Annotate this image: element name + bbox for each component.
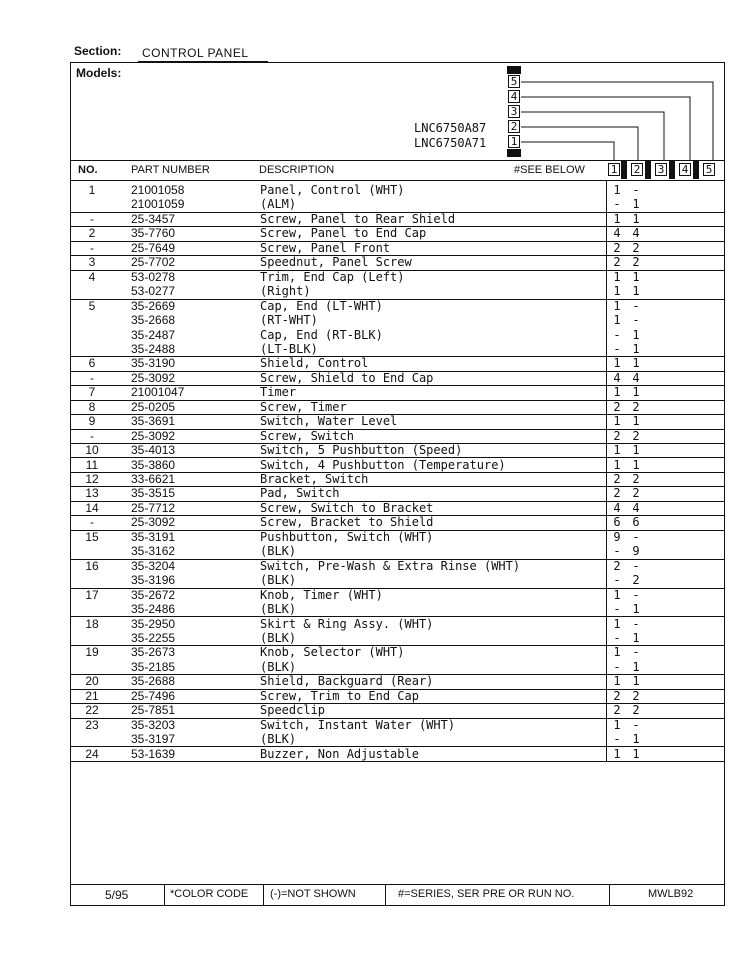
qty-series-2: 4 — [632, 500, 640, 515]
qty-series-1: 2 — [613, 703, 621, 718]
qty-series-1: 1 — [613, 717, 621, 732]
description: Screw, Panel Front — [260, 240, 391, 255]
qty-series-1: 4 — [613, 226, 621, 241]
qty-series-1: 2 — [613, 472, 621, 486]
part-number: 25-7702 — [131, 255, 176, 270]
table-row — [70, 732, 725, 746]
table-row — [70, 241, 725, 255]
description: Skirt & Ring Assy. (WHT) — [260, 616, 434, 631]
qty-series-1: 2 — [613, 428, 621, 443]
part-number: 25-7851 — [131, 703, 176, 718]
section-label: Section: — [74, 44, 122, 58]
description: Shield, Backguard (Rear) — [260, 674, 434, 689]
item-number: 14 — [85, 500, 99, 515]
qty-series-1: 9 — [613, 529, 621, 544]
qty-series-2: 1 — [632, 284, 640, 299]
item-number: 4 — [88, 269, 96, 284]
item-number: 13 — [85, 486, 99, 501]
part-number: 35-2487 — [131, 327, 176, 342]
qty-series-1: 2 — [613, 399, 621, 414]
qty-series-2: 2 — [632, 703, 640, 718]
qty-series-1: 1 — [613, 385, 621, 400]
qty-series-1: 2 — [613, 688, 621, 703]
qty-series-2: 2 — [632, 472, 640, 486]
item-number: 18 — [85, 616, 99, 631]
table-row — [70, 530, 725, 544]
qty-series-2: - — [632, 313, 640, 328]
part-number: 35-3196 — [131, 573, 176, 588]
part-number: 33-6621 — [131, 472, 176, 486]
description: Panel, Control (WHT) — [260, 183, 405, 197]
qty-series-2: 1 — [632, 602, 640, 617]
indicator-box-3: 3 — [508, 105, 520, 118]
part-number: 35-3204 — [131, 558, 176, 573]
series-divider-3 — [669, 161, 675, 179]
part-number: 35-2669 — [131, 298, 176, 313]
part-number: 53-1639 — [131, 746, 176, 761]
table-row — [70, 342, 725, 356]
qty-series-1: 6 — [613, 515, 621, 530]
part-number: 35-3190 — [131, 356, 176, 371]
qty-series-1: 1 — [613, 313, 621, 328]
description: Buzzer, Non Adjustable — [260, 746, 419, 761]
item-number: 3 — [88, 255, 96, 270]
item-number: 17 — [85, 587, 99, 602]
qty-series-2: 2 — [632, 688, 640, 703]
qty-series-1: 1 — [613, 211, 621, 226]
description: Switch, 5 Pushbutton (Speed) — [260, 443, 463, 458]
qty-series-2: - — [632, 298, 640, 313]
part-number: 35-3162 — [131, 544, 176, 559]
part-number: 35-2488 — [131, 341, 176, 356]
qty-series-2: 1 — [632, 630, 640, 645]
section-value: CONTROL PANEL — [142, 46, 249, 60]
qty-series-2: 6 — [632, 515, 640, 530]
part-number: 35-3191 — [131, 529, 176, 544]
table-row — [70, 429, 725, 443]
qty-series-1: 1 — [613, 356, 621, 371]
part-number: 25-3457 — [131, 211, 176, 226]
description: Speedclip — [260, 703, 326, 718]
item-number: 12 — [85, 472, 99, 486]
item-number: 15 — [85, 529, 99, 544]
qty-series-1: 1 — [613, 746, 621, 761]
qty-series-2: 2 — [632, 573, 640, 588]
item-number: 21 — [85, 688, 99, 703]
table-row — [70, 559, 725, 573]
series-header-1: 1 — [608, 163, 620, 176]
part-number: 35-2673 — [131, 645, 176, 660]
qty-series-1: - — [613, 630, 621, 645]
description: (LT-BLK) — [260, 341, 318, 356]
part-number: 35-7760 — [131, 226, 176, 241]
qty-series-2: 2 — [632, 428, 640, 443]
part-number: 25-7649 — [131, 240, 176, 255]
description: Cap, End (LT-WHT) — [260, 298, 383, 313]
item-number: 8 — [88, 399, 96, 414]
table-row — [70, 458, 725, 472]
part-number: 25-3092 — [131, 515, 176, 530]
series-divider-4 — [693, 161, 699, 179]
description: Trim, End Cap (Left) — [260, 269, 405, 284]
table-row — [70, 747, 725, 761]
description: Screw, Bracket to Shield — [260, 515, 434, 530]
qty-series-1: 2 — [613, 255, 621, 270]
item-number: 7 — [88, 385, 96, 400]
description: Screw, Panel to End Cap — [260, 226, 427, 241]
qty-series-2: 2 — [632, 399, 640, 414]
qty-series-2: - — [632, 558, 640, 573]
qty-series-2: 1 — [632, 385, 640, 400]
description: Screw, Panel to Rear Shield — [260, 211, 456, 226]
header-no: NO. — [78, 164, 98, 176]
table-row — [70, 414, 725, 428]
header-part-number: PART NUMBER — [131, 164, 210, 176]
part-number: 35-2688 — [131, 674, 176, 689]
indicator-box-1: 1 — [508, 135, 520, 148]
table-row — [70, 197, 725, 211]
qty-series-2: 2 — [632, 240, 640, 255]
footer-top-rule — [70, 884, 725, 885]
qty-series-2: 1 — [632, 457, 640, 472]
item-number: 16 — [85, 558, 99, 573]
qty-series-1: 1 — [613, 645, 621, 660]
qty-series-1: 1 — [613, 457, 621, 472]
qty-series-1: - — [613, 327, 621, 342]
qty-series-2: - — [632, 616, 640, 631]
series-header-5: 5 — [703, 163, 715, 176]
description: Knob, Selector (WHT) — [260, 645, 405, 660]
footer-div-1 — [164, 884, 165, 906]
description: Screw, Shield to End Cap — [260, 370, 434, 385]
qty-series-2: - — [632, 529, 640, 544]
table-row — [70, 573, 725, 587]
part-number: 25-3092 — [131, 370, 176, 385]
qty-series-2: 1 — [632, 327, 640, 342]
description: Speednut, Panel Screw — [260, 255, 412, 270]
description: (BLK) — [260, 732, 297, 747]
row-rule — [70, 761, 725, 762]
item-number: - — [90, 515, 94, 530]
qty-series-2: 1 — [632, 269, 640, 284]
table-row — [70, 645, 725, 659]
qty-series-2: 9 — [632, 544, 640, 559]
item-number: - — [90, 211, 94, 226]
part-number: 35-2672 — [131, 587, 176, 602]
table-row — [70, 703, 725, 717]
qty-series-2: 1 — [632, 414, 640, 429]
description: Pad, Switch — [260, 486, 340, 501]
table-row — [70, 472, 725, 486]
description: (RT-WHT) — [260, 313, 318, 328]
qty-series-1: 2 — [613, 240, 621, 255]
part-number: 35-2255 — [131, 630, 176, 645]
qty-series-2: 4 — [632, 226, 640, 241]
table-row — [70, 544, 725, 558]
table-row — [70, 255, 725, 269]
qty-series-1: - — [613, 732, 621, 747]
table-row — [70, 313, 725, 327]
part-number: 35-4013 — [131, 443, 176, 458]
table-row — [70, 284, 725, 298]
qty-series-2: - — [632, 183, 640, 197]
description: Pushbutton, Switch (WHT) — [260, 529, 434, 544]
item-number: 6 — [88, 356, 96, 371]
description: Switch, Instant Water (WHT) — [260, 717, 456, 732]
description: (BLK) — [260, 659, 297, 674]
table-row — [70, 371, 725, 385]
qty-series-1: - — [613, 544, 621, 559]
models-label: Models: — [76, 66, 122, 80]
qty-series-2: 1 — [632, 674, 640, 689]
item-number: - — [90, 428, 94, 443]
qty-series-1: 1 — [613, 443, 621, 458]
qty-series-1: - — [613, 197, 621, 212]
table-row — [70, 602, 725, 616]
part-number: 35-3197 — [131, 732, 176, 747]
table-row — [70, 443, 725, 457]
item-number: - — [90, 370, 94, 385]
description: Switch, 4 Pushbutton (Temperature) — [260, 457, 506, 472]
qty-series-1: 1 — [613, 269, 621, 284]
description: Screw, Switch to Bracket — [260, 500, 434, 515]
header-see-below: #SEE BELOW — [514, 164, 585, 176]
item-number: 10 — [85, 443, 99, 458]
part-number: 25-0205 — [131, 399, 176, 414]
item-number: 5 — [88, 298, 96, 313]
table-row — [70, 385, 725, 399]
qty-series-2: 1 — [632, 356, 640, 371]
part-number: 21001047 — [131, 385, 185, 400]
footer-div-3 — [385, 884, 386, 906]
qty-series-2: - — [632, 717, 640, 732]
qty-series-1: - — [613, 341, 621, 356]
item-number: 1 — [88, 183, 96, 197]
indicator-box-2: 2 — [508, 120, 520, 133]
part-number: 35-2185 — [131, 659, 176, 674]
footer-doc-code: MWLB92 — [648, 888, 694, 900]
series-header-2: 2 — [631, 163, 643, 176]
item-number: 9 — [88, 414, 96, 429]
part-number: 25-3092 — [131, 428, 176, 443]
table-row — [70, 617, 725, 631]
qty-series-1: 1 — [613, 298, 621, 313]
qty-series-2: - — [632, 587, 640, 602]
header-bottom-rule — [70, 180, 725, 181]
table-row — [70, 212, 725, 226]
qty-series-1: - — [613, 602, 621, 617]
item-number: 20 — [85, 674, 99, 689]
qty-series-2: 1 — [632, 341, 640, 356]
part-number: 35-3860 — [131, 457, 176, 472]
qty-series-2: - — [632, 645, 640, 660]
qty-series-2: 1 — [632, 211, 640, 226]
qty-series-2: 2 — [632, 255, 640, 270]
part-number: 35-3203 — [131, 717, 176, 732]
model-a71: LNC6750A71 — [414, 136, 487, 150]
table-row — [70, 515, 725, 529]
description: Knob, Timer (WHT) — [260, 587, 383, 602]
description: Screw, Switch — [260, 428, 354, 443]
qty-series-1: 1 — [613, 183, 621, 197]
item-number: 23 — [85, 717, 99, 732]
description: Timer — [260, 385, 297, 400]
table-row — [70, 718, 725, 732]
table-row — [70, 689, 725, 703]
table-row — [70, 183, 725, 197]
table-row — [70, 328, 725, 342]
part-number: 25-7496 — [131, 688, 176, 703]
indicator-box-4: 4 — [508, 90, 520, 103]
description: (BLK) — [260, 573, 297, 588]
qty-series-2: 4 — [632, 370, 640, 385]
description: (BLK) — [260, 544, 297, 559]
qty-series-1: 1 — [613, 587, 621, 602]
description: (BLK) — [260, 630, 297, 645]
header-description: DESCRIPTION — [259, 164, 335, 176]
qty-series-1: 1 — [613, 674, 621, 689]
series-divider-1 — [621, 161, 627, 179]
part-number: 35-2668 — [131, 313, 176, 328]
model-a87: LNC6750A87 — [414, 121, 487, 135]
part-number: 21001058 — [131, 183, 185, 197]
qty-series-1: 1 — [613, 284, 621, 299]
table-row — [70, 501, 725, 515]
part-number: 25-7712 — [131, 500, 176, 515]
qty-series-2: 1 — [632, 197, 640, 212]
item-number: - — [90, 240, 94, 255]
table-row — [70, 356, 725, 370]
footer-series-note: #=SERIES, SER PRE OR RUN NO. — [398, 888, 575, 900]
qty-series-1: 1 — [613, 616, 621, 631]
description: Switch, Pre-Wash & Extra Rinse (WHT) — [260, 558, 521, 573]
footer-date: 5/95 — [105, 888, 129, 902]
description: (Right) — [260, 284, 311, 299]
qty-series-1: 4 — [613, 370, 621, 385]
table-row — [70, 631, 725, 645]
description: (BLK) — [260, 602, 297, 617]
indicator-box-5: 5 — [508, 75, 520, 88]
qty-series-2: 1 — [632, 746, 640, 761]
qty-series-2: 1 — [632, 443, 640, 458]
series-header-4: 4 — [679, 163, 691, 176]
description: Bracket, Switch — [260, 472, 369, 486]
qty-series-2: 2 — [632, 486, 640, 501]
qty-series-1: 4 — [613, 500, 621, 515]
item-number: 19 — [85, 645, 99, 660]
table-row — [70, 299, 725, 313]
qty-series-1: - — [613, 659, 621, 674]
item-number: 11 — [85, 457, 99, 472]
description: Screw, Timer — [260, 399, 347, 414]
part-number: 35-2486 — [131, 602, 176, 617]
part-number: 35-3515 — [131, 486, 176, 501]
qty-series-2: 1 — [632, 659, 640, 674]
footer-div-2 — [263, 884, 264, 906]
table-row — [70, 270, 725, 284]
table-row — [70, 588, 725, 602]
series-divider-2 — [645, 161, 651, 179]
description: Screw, Trim to End Cap — [260, 688, 419, 703]
footer-div-4 — [609, 884, 610, 906]
table-row — [70, 674, 725, 688]
qty-series-1: - — [613, 573, 621, 588]
qty-series-1: 1 — [613, 414, 621, 429]
table-row — [70, 660, 725, 674]
item-number: 2 — [88, 226, 96, 241]
qty-series-2: 1 — [632, 732, 640, 747]
part-number: 53-0278 — [131, 269, 176, 284]
description: Switch, Water Level — [260, 414, 398, 429]
part-number: 53-0277 — [131, 284, 176, 299]
qty-series-1: 2 — [613, 558, 621, 573]
table-row — [70, 400, 725, 414]
item-number: 24 — [85, 746, 99, 761]
part-number: 21001059 — [131, 197, 185, 212]
part-number: 35-3691 — [131, 414, 176, 429]
qty-series-1: 2 — [613, 486, 621, 501]
part-number: 35-2950 — [131, 616, 176, 631]
table-row — [70, 226, 725, 240]
description: Cap, End (RT-BLK) — [260, 327, 383, 342]
footer-not-shown: (-)=NOT SHOWN — [270, 888, 356, 900]
item-number: 22 — [85, 703, 99, 718]
footer-color-code: *COLOR CODE — [170, 888, 249, 900]
description: (ALM) — [260, 197, 297, 212]
description: Shield, Control — [260, 356, 369, 371]
series-header-3: 3 — [655, 163, 667, 176]
table-row — [70, 486, 725, 500]
